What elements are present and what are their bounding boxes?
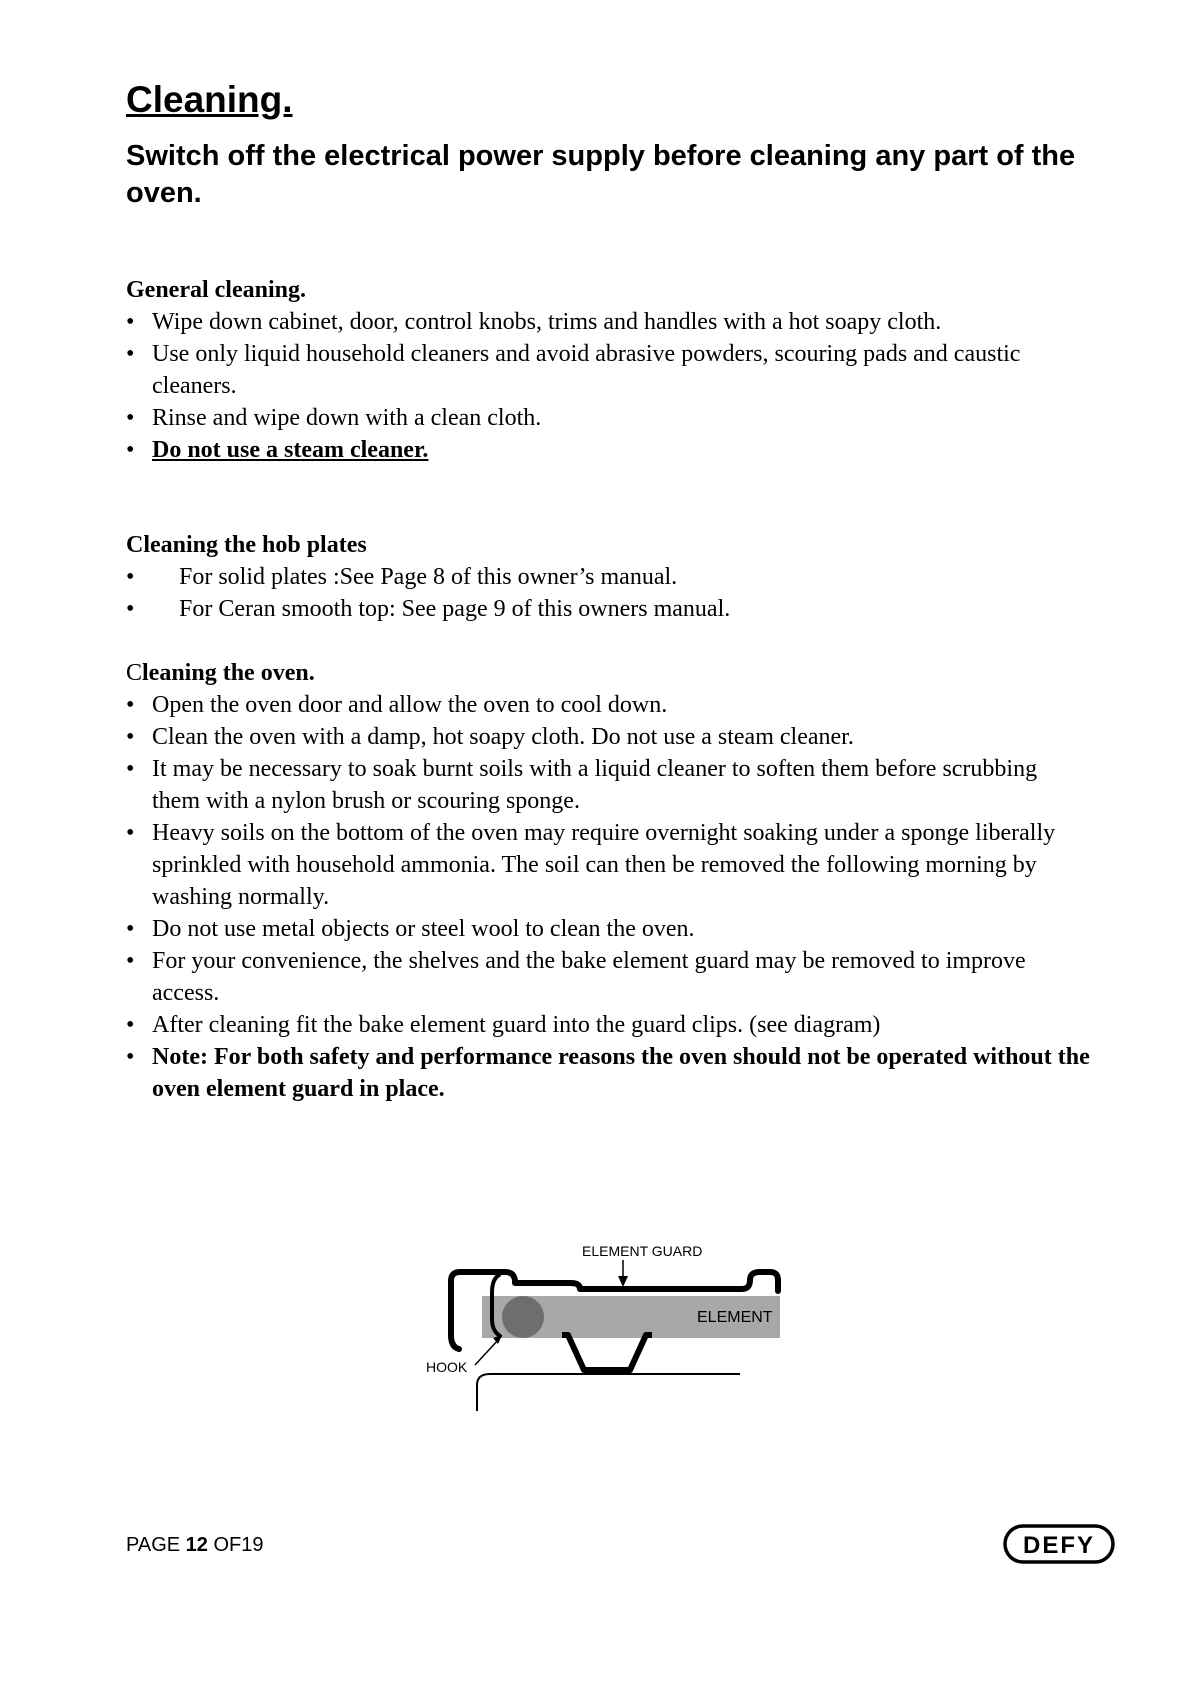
section-heading: General cleaning. — [126, 277, 306, 303]
bullet-icon: • — [126, 916, 135, 942]
safety-note: Note: For both safety and performance reasons the oven should not be operated without the oven element guard in place. — [152, 1044, 1090, 1102]
bullet-list — [126, 306, 1106, 466]
list-item: • Use only liquid household cleaners and avoid abrasive powders, scouring pads and caustic cleaners. — [126, 338, 1106, 402]
list-item: • For Ceran smooth top: See page 9 of this owners manual. — [126, 593, 1106, 625]
section-heading: Cleaning the oven. — [126, 660, 315, 686]
section-heading: Cleaning the hob plates — [126, 532, 367, 558]
bullet-icon: • — [126, 309, 135, 335]
list-item — [126, 434, 1106, 466]
bullet-icon: • — [126, 1044, 135, 1070]
list-item: • Wipe down cabinet, door, control knobs, trims and handles with a hot soapy cloth. — [126, 306, 1106, 338]
list-item: • For solid plates :See Page 8 of this owner’s manual. — [126, 561, 1106, 593]
list-item — [126, 1041, 1106, 1105]
general-cleaning-section — [126, 274, 1106, 466]
steam-cleaner-warning: Do not use a steam cleaner. — [152, 437, 429, 463]
bullet-icon: • — [126, 692, 135, 718]
support-bracket — [562, 1335, 652, 1370]
oven-cleaning-section — [126, 657, 1106, 1105]
list-item: • After cleaning fit the bake element guard into the guard clips. (see diagram) — [126, 1009, 1106, 1041]
oven-floor — [477, 1374, 740, 1411]
list-item: • Rinse and wipe down with a clean cloth. — [126, 402, 1106, 434]
label-element: ELEMENT — [697, 1309, 773, 1326]
label-element-guard: ELEMENT GUARD — [582, 1243, 703, 1259]
bullet-list — [126, 689, 1106, 1105]
bullet-icon: • — [126, 405, 135, 431]
bullet-icon: • — [126, 341, 135, 367]
list-item: • Heavy soils on the bottom of the oven may require overnight soaking under a sponge liberally sprinkled with household ammonia. The soil can then be removed the following morning by washing normally. — [126, 817, 1106, 913]
bullet-list — [126, 561, 1106, 625]
label-hook: HOOK — [426, 1359, 468, 1375]
list-item: • Do not use metal objects or steel wool to clean the oven. — [126, 913, 1106, 945]
bullet-icon: • — [126, 948, 135, 974]
hook-arrow — [475, 1339, 499, 1365]
logo-text: DEFY — [1022, 1532, 1096, 1559]
list-item: • Open the oven door and allow the oven to cool down. — [126, 689, 1106, 721]
bullet-icon: • — [126, 756, 135, 782]
guard-arrowhead — [618, 1276, 628, 1287]
list-item: • Clean the oven with a damp, hot soapy cloth. Do not use a steam cleaner. — [126, 721, 1106, 753]
page-number: PAGE 12 OF19 — [126, 1534, 264, 1556]
list-item: • For your convenience, the shelves and the bake element guard may be removed to improve access. — [126, 945, 1106, 1009]
list-item: • It may be necessary to soak burnt soils with a liquid cleaner to soften them before scrubbing them with a nylon brush or scouring sponge. — [126, 753, 1106, 817]
bullet-icon: • — [126, 1012, 135, 1038]
element-end — [502, 1296, 544, 1338]
bullet-icon: • — [126, 596, 135, 622]
safety-warning: Switch off the electrical power supply before cleaning any part of the oven. — [126, 140, 1076, 209]
bullet-icon: • — [126, 437, 135, 463]
bullet-icon: • — [126, 564, 135, 590]
defy-logo — [1003, 1524, 1115, 1564]
bullet-icon: • — [126, 820, 135, 846]
page-title: Cleaning. — [126, 79, 293, 120]
hob-plates-section — [126, 529, 1106, 625]
element-guard-diagram — [420, 1235, 820, 1415]
bullet-icon: • — [126, 724, 135, 750]
